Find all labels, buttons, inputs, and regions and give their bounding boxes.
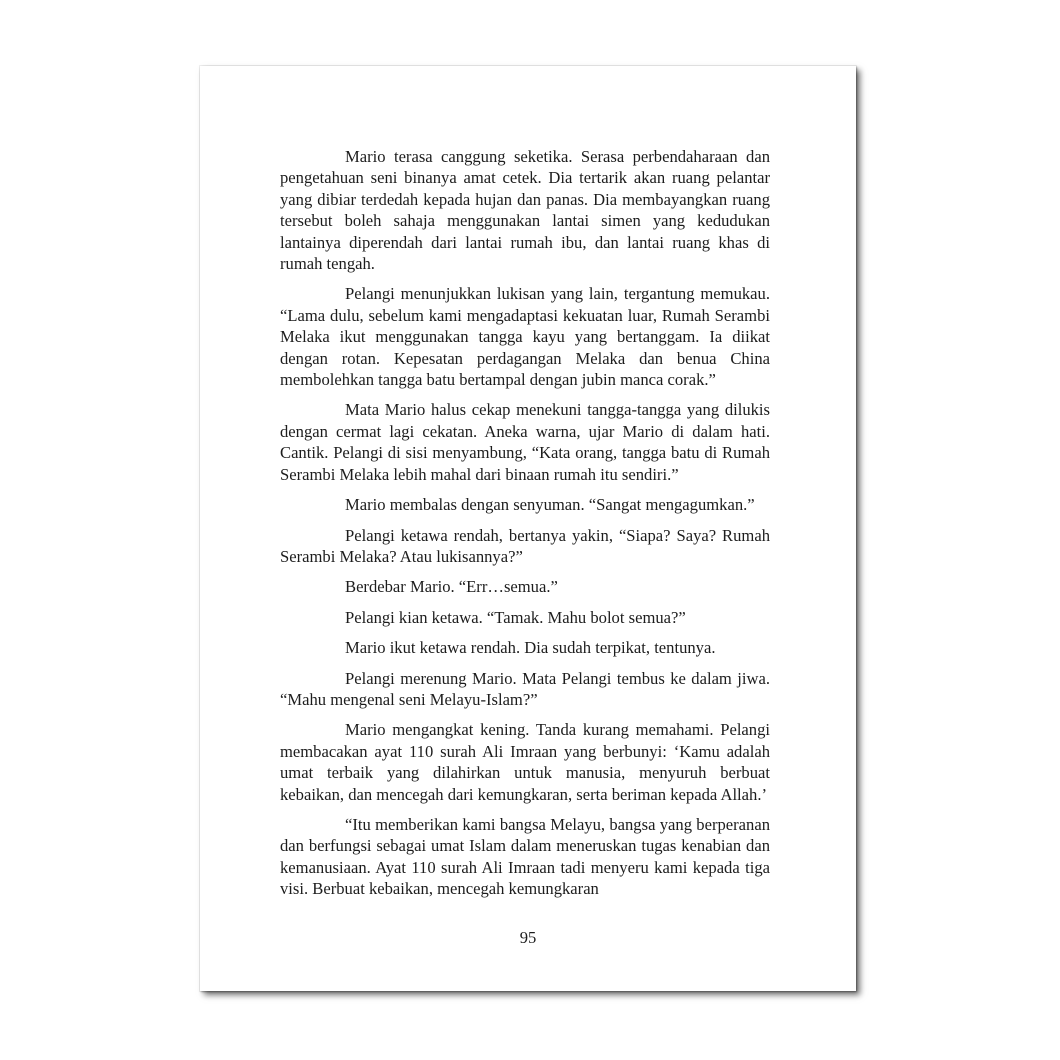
paragraph: Mario mengangkat kening. Tanda kurang memahami. Pelangi membacakan ayat 110 surah Ali Imraan yang berbunyi: ‘Kamu adalah umat terbaik yang dilahirkan untuk manusia, menyuruh berbuat kebaikan, dan mencegah dari kemungkaran, serta beriman kepada Allah.’ <box>280 720 770 804</box>
paragraph: Pelangi menunjukkan lukisan yang lain, tergantung memukau. “Lama dulu, sebelum kami mengadaptasi kekuatan luar, Rumah Serambi Melaka ikut menggunakan tangga kayu yang bertanggam. Ia diikat dengan rotan. Kepesatan perdagangan Melaka dan benua China membolehkan tangga batu bertampal dengan jubin manca corak.” <box>280 284 770 390</box>
paragraph: Mario terasa canggung seketika. Serasa perbendaharaan dan pengetahuan seni binanya amat cetek. Dia tertarik akan ruang pelantar yang dibiar terdedah kepada hujan dan panas. Dia membayangkan ruang tersebut boleh sahaja menggunakan lantai simen yang kedudukan lantainya diperendah dari lantai rumah ibu, dan lantai ruang khas di rumah tengah. <box>280 147 770 274</box>
page-number: 95 <box>519 928 537 947</box>
page-body-text <box>280 146 770 909</box>
paragraph: “Itu memberikan kami bangsa Melayu, bangsa yang berperanan dan berfungsi sebagai umat Islam dalam meneruskan tugas kenabian dan kemanusiaan. Ayat 110 surah Ali Imraan tadi menyeru kami kepada tiga visi. Berbuat kebaikan, mencegah kemungkaran <box>280 814 770 899</box>
paragraph: Pelangi kian ketawa. “Tamak. Mahu bolot semua?” <box>345 607 686 627</box>
paragraph: Mario membalas dengan senyuman. “Sangat mengagumkan.” <box>345 495 755 515</box>
paragraph: Berdebar Mario. “Err…semua.” <box>345 577 558 597</box>
paragraph: Pelangi merenung Mario. Mata Pelangi tembus ke dalam jiwa. “Mahu mengenal seni Melayu-Islam?” <box>280 668 770 709</box>
paragraph: Pelangi ketawa rendah, bertanya yakin, “Siapa? Saya? Rumah Serambi Melaka? Atau lukisannya?” <box>280 525 770 566</box>
paragraph: Mario ikut ketawa rendah. Dia sudah terpikat, tentunya. <box>345 638 716 658</box>
paragraph: Mata Mario halus cekap menekuni tangga-tangga yang dilukis dengan cermat lagi cekatan. Aneka warna, ujar Mario di dalam hati. Cantik. Pelangi di sisi menyambung, “Kata orang, tangga batu di Rumah Serambi Melaka lebih mahal dari binaan rumah itu sendiri.” <box>280 400 770 484</box>
book-page <box>200 66 856 991</box>
